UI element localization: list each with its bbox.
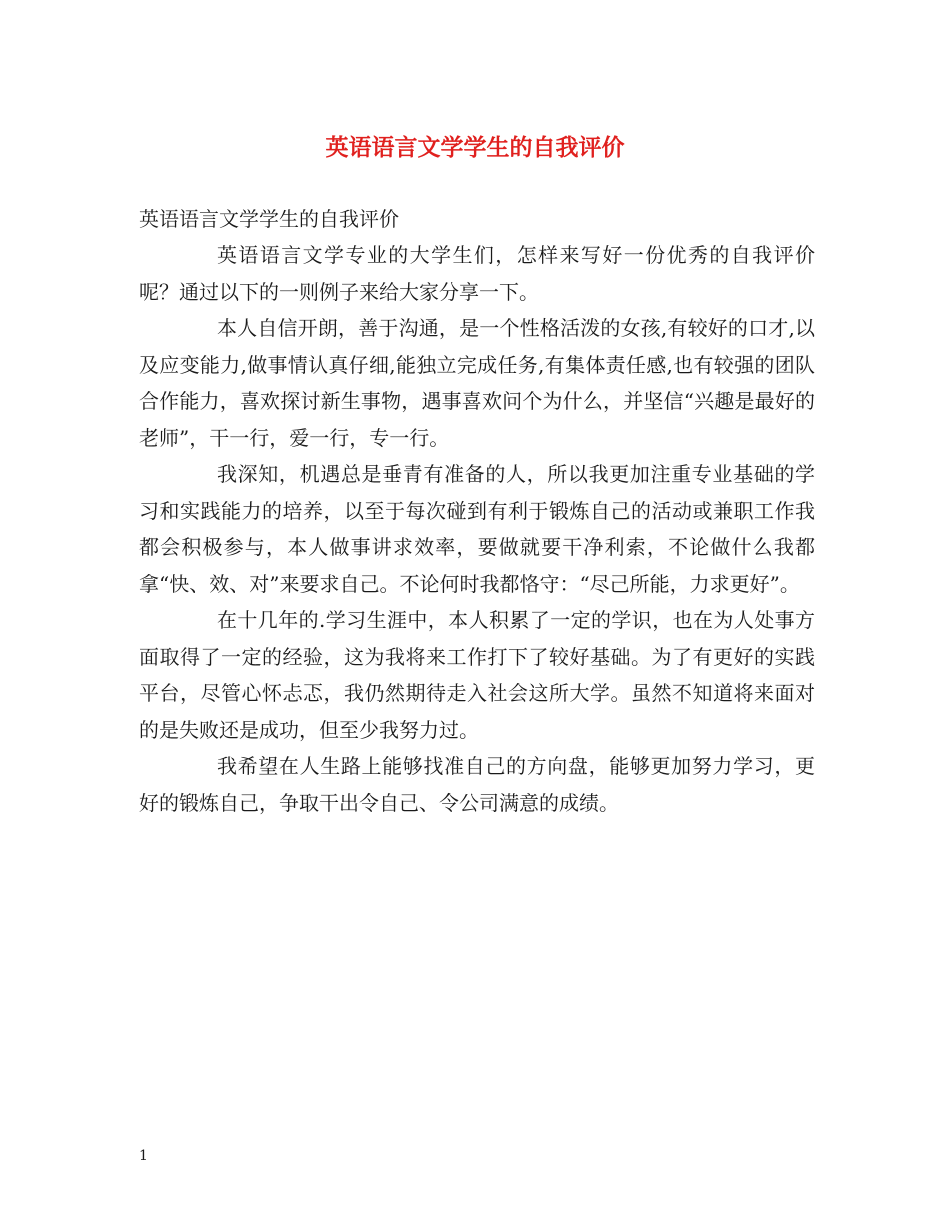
page-number: 1 xyxy=(139,1148,148,1164)
paragraph: 我深知，机遇总是垂青有准备的人，所以我更加注重专业基础的学习和实践能力的培养，以至于每次碰到有利于锻炼自己的活动或兼职工作我都会积极参与，本人做事讲求效率，要做就要干净利索，不论做什么我都拿“快、效、对”来要求自己。不论何时我都恪守：“尽己所能，力求更好”。 xyxy=(139,462,815,596)
document-subtitle: 英语语言文学学生的自我评价 xyxy=(139,207,399,231)
document-body xyxy=(139,237,815,821)
paragraph: 本人自信开朗，善于沟通，是一个性格活泼的女孩,有较好的口才,以及应变能力,做事情认真仔细,能独立完成任务,有集体责任感,也有较强的团队合作能力，喜欢探讨新生事物，遇事喜欢问个为什么，并坚信“兴趣是最好的老师”，干一行，爱一行，专一行。 xyxy=(139,316,815,450)
paragraph: 我希望在人生路上能够找准自己的方向盘，能够更加努力学习，更好的锻炼自己，争取干出令自己、令公司满意的成绩。 xyxy=(139,754,815,815)
document-title: 英语语言文学学生的自我评价 xyxy=(325,134,625,161)
paragraph: 英语语言文学专业的大学生们，怎样来写好一份优秀的自我评价呢？通过以下的一则例子来给大家分享一下。 xyxy=(139,243,815,304)
paragraph: 在十几年的.学习生涯中，本人积累了一定的学识，也在为人处事方面取得了一定的经验，这为我将来工作打下了较好基础。为了有更好的实践平台，尽管心怀忐忑，我仍然期待走入社会这所大学。虽然不知道将来面对的是失败还是成功，但至少我努力过。 xyxy=(139,608,815,742)
